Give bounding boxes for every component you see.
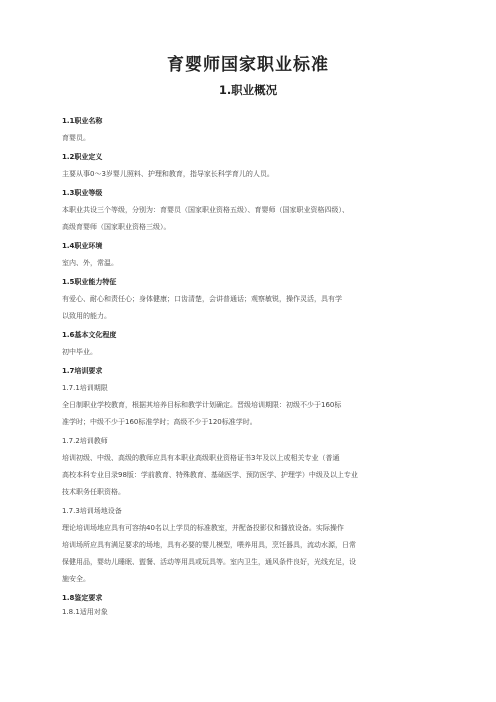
subsection-text-1-7-2-line3: 技术职务任职资格。 bbox=[62, 488, 125, 496]
section-text-1-2: 主要从事0～3岁婴儿照料、护理和教育，指导家长科学育儿的人员。 bbox=[62, 170, 274, 178]
page-title: 育婴师国家职业标准 bbox=[167, 55, 329, 75]
subsection-text-1-7-2-line2: 高校本科专业目录98版：学前教育、特殊教育、基础医学、预防医学、护理学）中级及以上专业 bbox=[62, 471, 358, 479]
section-heading-1-3: 1.3职业等级 bbox=[62, 189, 103, 197]
subsection-text-1-7-3-line3: 保健用品，婴幼儿睡眠、盥餐、活动等用具或玩具等。室内卫生，通风条件良好，光线充足，设 bbox=[62, 558, 356, 566]
section-text-1-6: 初中毕业。 bbox=[62, 348, 97, 356]
subsection-heading-1-8-1: 1.8.1适用对象 bbox=[62, 608, 108, 616]
section-heading-1-7: 1.7培训要求 bbox=[62, 367, 103, 375]
section-text-1-3-line2: 高级育婴师（国家职业资格三级）。 bbox=[62, 223, 171, 231]
subsection-heading-1-7-1: 1.7.1培训期限 bbox=[62, 384, 108, 392]
subsection-text-1-7-3-line1: 理论培训场地应具有可容纳40名以上学员的标准教室，并配备投影仪和播放设备。实际操作 bbox=[62, 524, 344, 532]
section-text-1-4: 室内、外，常温。 bbox=[62, 259, 118, 267]
subsection-text-1-7-3-line4: 施安全。 bbox=[62, 575, 90, 583]
subsection-heading-1-7-3: 1.7.3培训场地设备 bbox=[62, 507, 122, 515]
section-heading-1-5: 1.5职业能力特征 bbox=[62, 278, 117, 286]
subsection-text-1-7-1-line1: 全日制职业学校教育，根据其培养目标和教学计划确定。晋级培训期限：初级不少于160标 bbox=[62, 401, 342, 409]
section-text-1-3-line1: 本职业共设三个等级，分别为：育婴员（国家职业资格五级）、育婴师（国家职业资格四级）、 bbox=[62, 206, 349, 214]
section-text-1-5-line2: 以致用的能力。 bbox=[62, 312, 111, 320]
section-heading-1-8: 1.8鉴定要求 bbox=[62, 594, 103, 602]
subsection-text-1-7-2-line1: 培训初级、中级、高级的教师应具有本职业高级职业资格证书3年及以上或相关专业（普通 bbox=[62, 454, 340, 462]
section-heading-1-6: 1.6基本文化程度 bbox=[62, 331, 117, 339]
section-heading-1-2: 1.2职业定义 bbox=[62, 153, 103, 161]
section-heading-1-4: 1.4职业环境 bbox=[62, 242, 103, 250]
chapter-heading: 1.职业概况 bbox=[218, 83, 278, 97]
subsection-text-1-7-3-line2: 培训场所应具有满足要求的场地，具有必要的婴儿模型，喂养用具，烹饪器具，流动水源，日常 bbox=[62, 541, 356, 549]
subsection-text-1-7-1-line2: 准学时；中级不少于160标准学时；高级不少于120标准学时。 bbox=[62, 418, 257, 426]
section-heading-1-1: 1.1职业名称 bbox=[62, 117, 103, 125]
subsection-heading-1-7-2: 1.7.2培训教师 bbox=[62, 437, 108, 445]
section-text-1-5-line1: 有爱心、耐心和责任心；身体健康；口齿清楚，会讲普通话；观察敏锐，操作灵活，具有学 bbox=[62, 295, 342, 303]
section-text-1-1: 育婴员。 bbox=[62, 134, 90, 142]
